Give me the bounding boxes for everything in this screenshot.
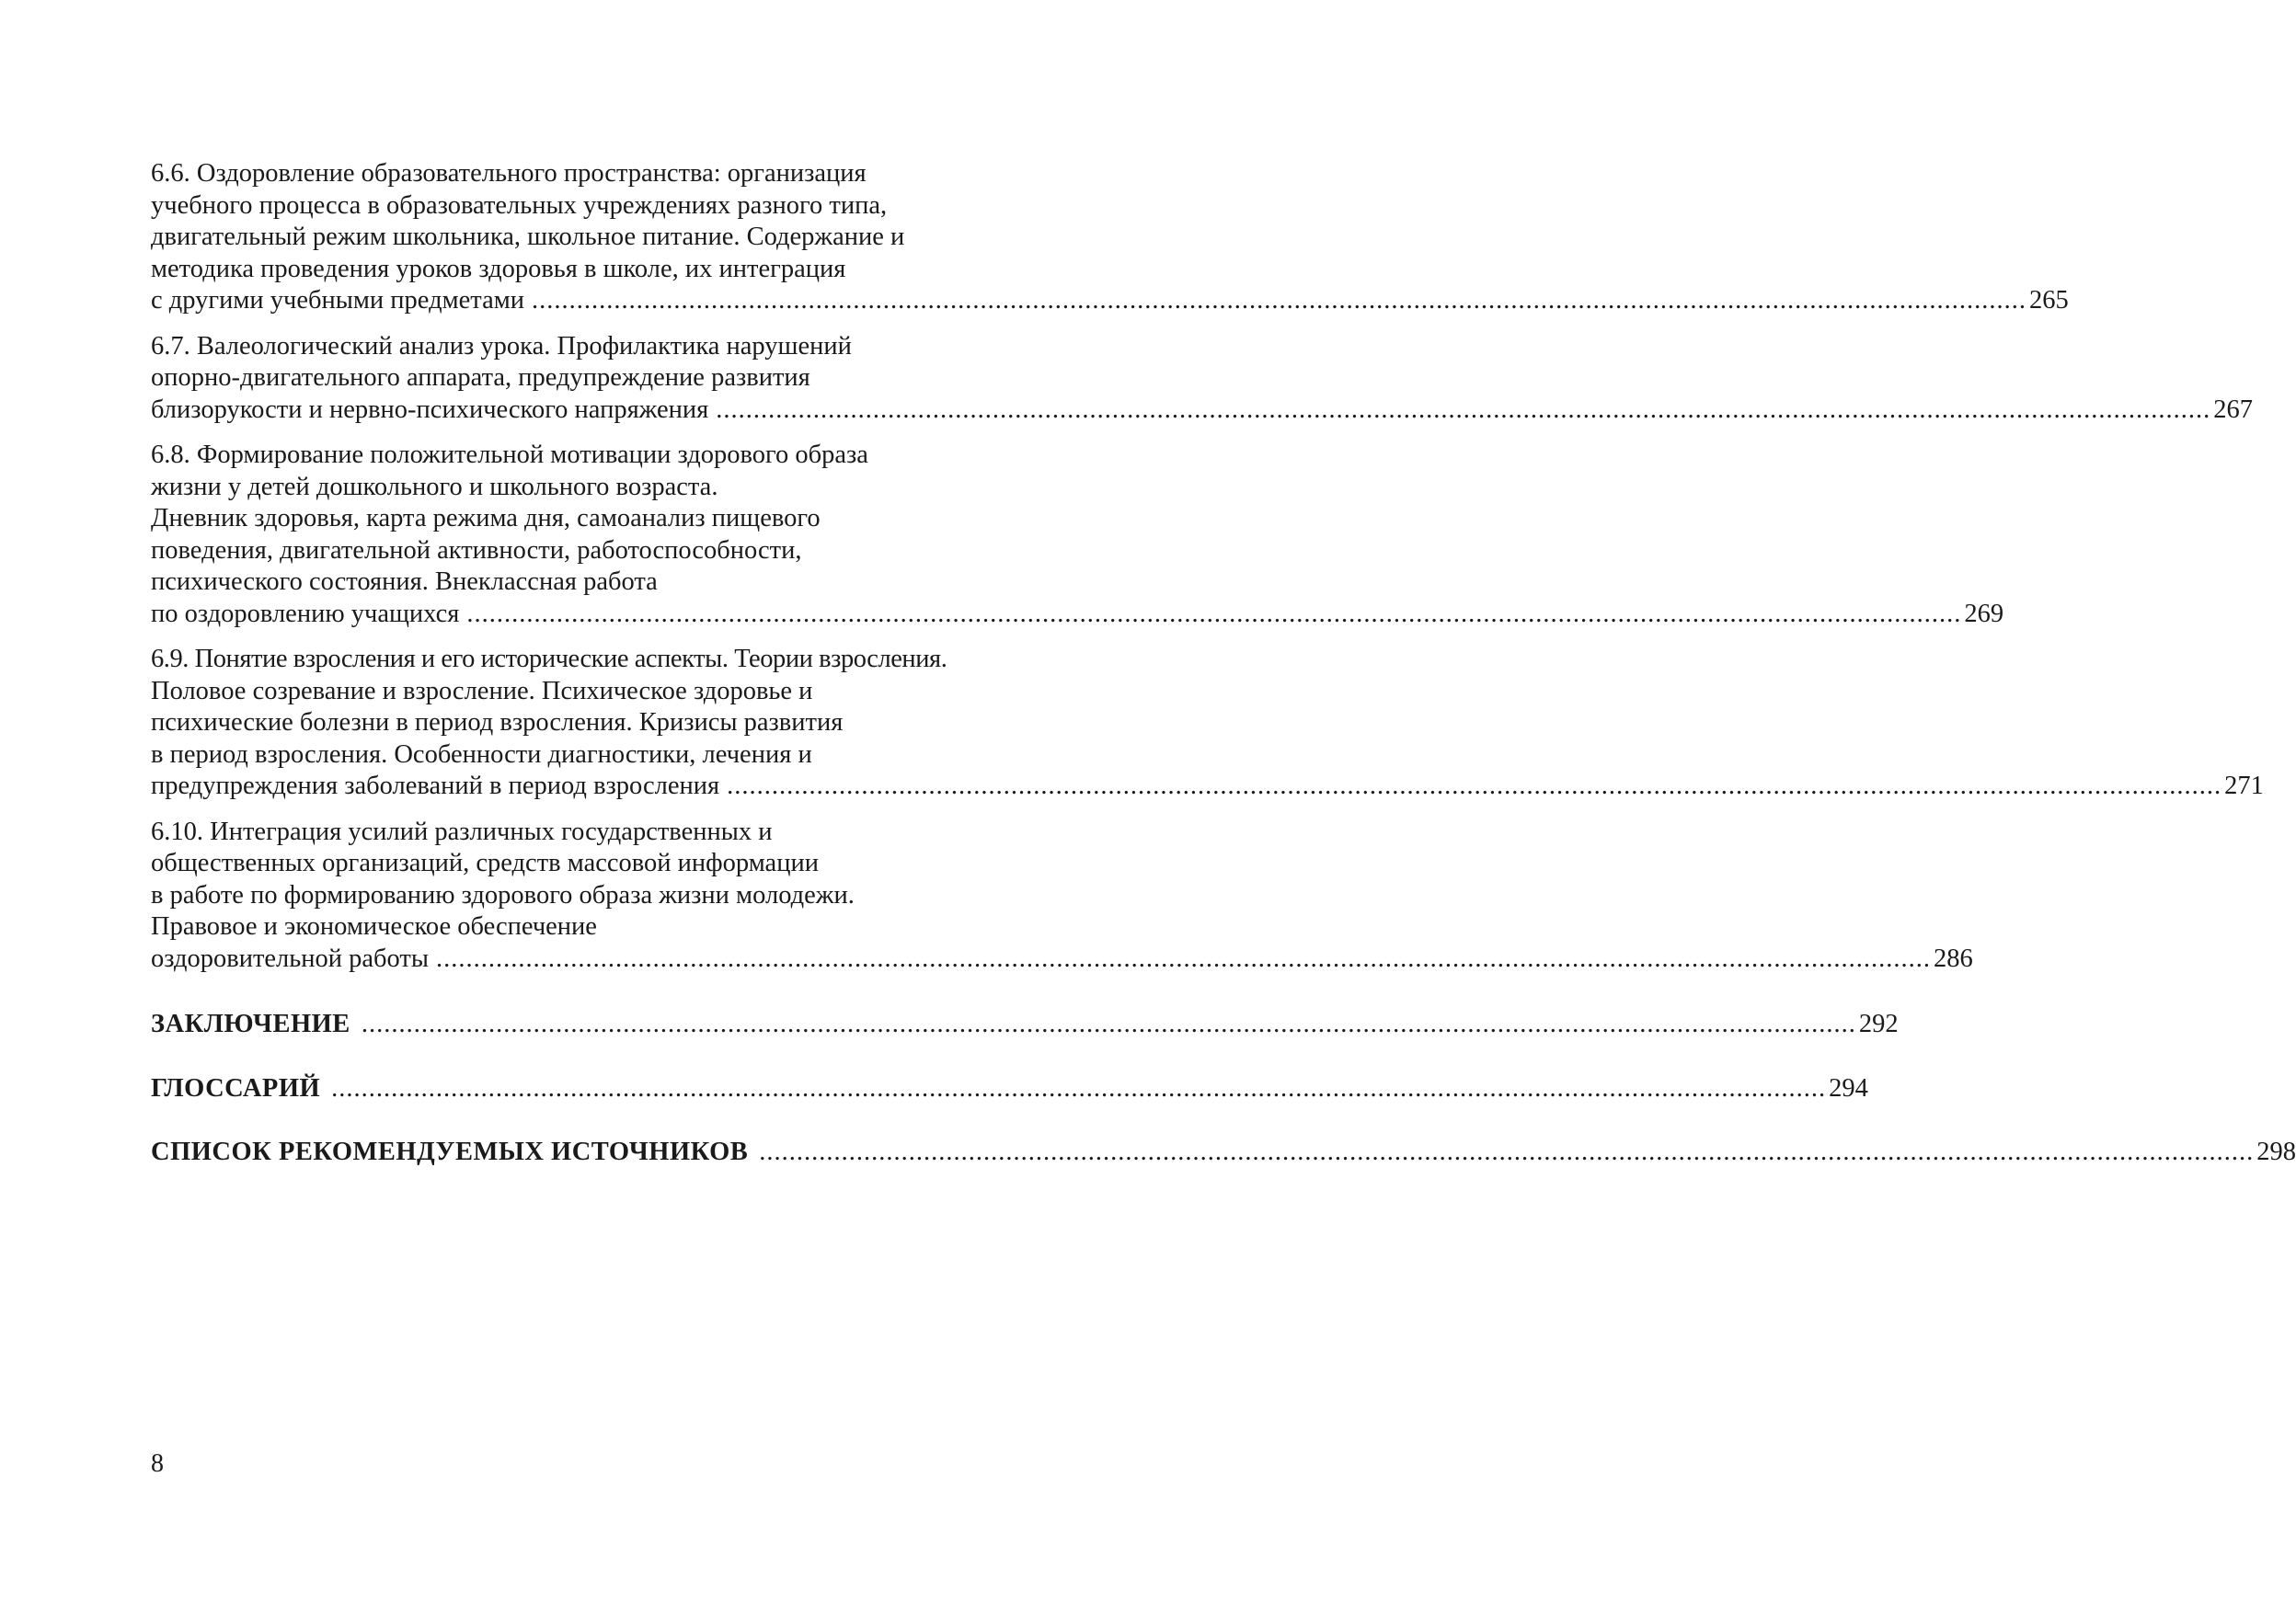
toc-entry-line: близорукости и нервно-психического напряжения bbox=[151, 395, 709, 424]
page-number: 8 bbox=[151, 1449, 164, 1478]
toc-page-number: 267 bbox=[2213, 395, 2254, 424]
toc-entry-line: поведения, двигательной активности, работоспособности, bbox=[151, 535, 802, 565]
toc-entry-6-6 bbox=[151, 158, 2069, 317]
toc-entry-6-10 bbox=[151, 817, 1973, 976]
toc-entry-last-line bbox=[151, 395, 2254, 427]
dot-leader: ........................................................................................................................................................................................................ bbox=[361, 1010, 1856, 1038]
toc-entry-line: в период взросления. Особенности диагностики, лечения и bbox=[151, 739, 812, 769]
toc-entry-last-line bbox=[151, 944, 1973, 976]
toc-entry-line: 6.8. Формирование положительной мотивации здорового образа bbox=[151, 441, 868, 469]
toc-entry-last-line bbox=[151, 599, 2004, 631]
toc-page-number: 265 bbox=[2029, 286, 2069, 315]
toc-entry-line: жизни у детей дошкольного и школьного возраста. bbox=[151, 472, 718, 501]
toc-heading-title: ЗАКЛЮЧЕНИЕ bbox=[151, 1010, 350, 1038]
toc-entry-line: предупреждения заболеваний в период взросления bbox=[151, 772, 720, 800]
toc-entry-line: психические болезни в период взросления. Кризисы развития bbox=[151, 708, 844, 737]
toc-page-number: 298 bbox=[2256, 1138, 2296, 1166]
toc-entry-line: Дневник здоровья, карта режима дня, самоанализ пищевого bbox=[151, 504, 821, 532]
toc-entry-line: психического состояния. Внеклассная работа bbox=[151, 567, 658, 596]
toc-entry-line: 6.10. Интеграция усилий различных государственных и bbox=[151, 817, 773, 846]
toc-entry-line: опорно-двигательного аппарата, предупреждение развития bbox=[151, 363, 810, 392]
toc-heading-title: СПИСОК РЕКОМЕНДУЕМЫХ ИСТОЧНИКОВ bbox=[151, 1138, 749, 1166]
toc-entry-last-line bbox=[151, 771, 2264, 803]
toc-entry-line: оздоровительной работы bbox=[151, 944, 430, 973]
toc-heading-glossary bbox=[151, 1073, 1868, 1105]
toc-entry-line: учебного процесса в образовательных учреждениях разного типа, bbox=[151, 190, 888, 220]
dot-leader: ........................................................................................................................................................................................................ bbox=[716, 395, 2211, 424]
toc-page-number: 294 bbox=[1829, 1073, 1868, 1103]
dot-leader: ........................................................................................................................................................................................................ bbox=[727, 772, 2222, 800]
toc-heading-references bbox=[151, 1137, 2296, 1169]
toc-entry-line: Правовое и экономическое обеспечение bbox=[151, 912, 597, 941]
toc-entry-line: 6.9. Понятие взросления и его исторические аспекты. Теории взросления. bbox=[151, 645, 947, 673]
dot-leader: ........................................................................................................................................................................................................ bbox=[436, 944, 1932, 973]
toc-entry-line: с другими учебными предметами bbox=[151, 286, 524, 315]
toc-page-number: 269 bbox=[1964, 599, 2004, 628]
toc-entry-6-8 bbox=[151, 440, 2004, 630]
toc-entry-line: по оздоровлению учащихся bbox=[151, 599, 460, 628]
toc-page-number: 271 bbox=[2224, 772, 2264, 800]
dot-leader: ........................................................................................................................................................................................................ bbox=[532, 286, 2026, 315]
toc-entry-6-9 bbox=[151, 644, 2264, 803]
table-of-contents bbox=[151, 158, 2296, 1169]
toc-entry-line: общественных организаций, средств массовой информации bbox=[151, 849, 819, 877]
toc-entry-line: методика проведения уроков здоровья в школе, их интеграция bbox=[151, 254, 846, 283]
toc-entry-6-7 bbox=[151, 331, 2254, 427]
dot-leader: ........................................................................................................................................................................................................ bbox=[759, 1138, 2255, 1166]
toc-entry-line: Половое созревание и взросление. Психическое здоровье и bbox=[151, 676, 813, 705]
dot-leader: ........................................................................................................................................................................................................ bbox=[466, 599, 1962, 628]
toc-entry-line: 6.6. Оздоровление образовательного пространства: организация bbox=[151, 159, 867, 188]
toc-heading-title: ГЛОССАРИЙ bbox=[151, 1073, 321, 1103]
toc-page-number: 292 bbox=[1858, 1010, 1899, 1038]
dot-leader: ........................................................................................................................................................................................................ bbox=[331, 1073, 1827, 1103]
toc-page-number: 286 bbox=[1934, 944, 1973, 973]
toc-heading-conclusion bbox=[151, 1009, 1899, 1041]
toc-entry-line: в работе по формированию здорового образа жизни молодежи. bbox=[151, 880, 855, 910]
toc-entry-line: двигательный режим школьника, школьное питание. Содержание и bbox=[151, 223, 905, 251]
toc-entry-line: 6.7. Валеологический анализ урока. Профилактика нарушений bbox=[151, 331, 852, 361]
toc-entry-last-line bbox=[151, 285, 2069, 317]
